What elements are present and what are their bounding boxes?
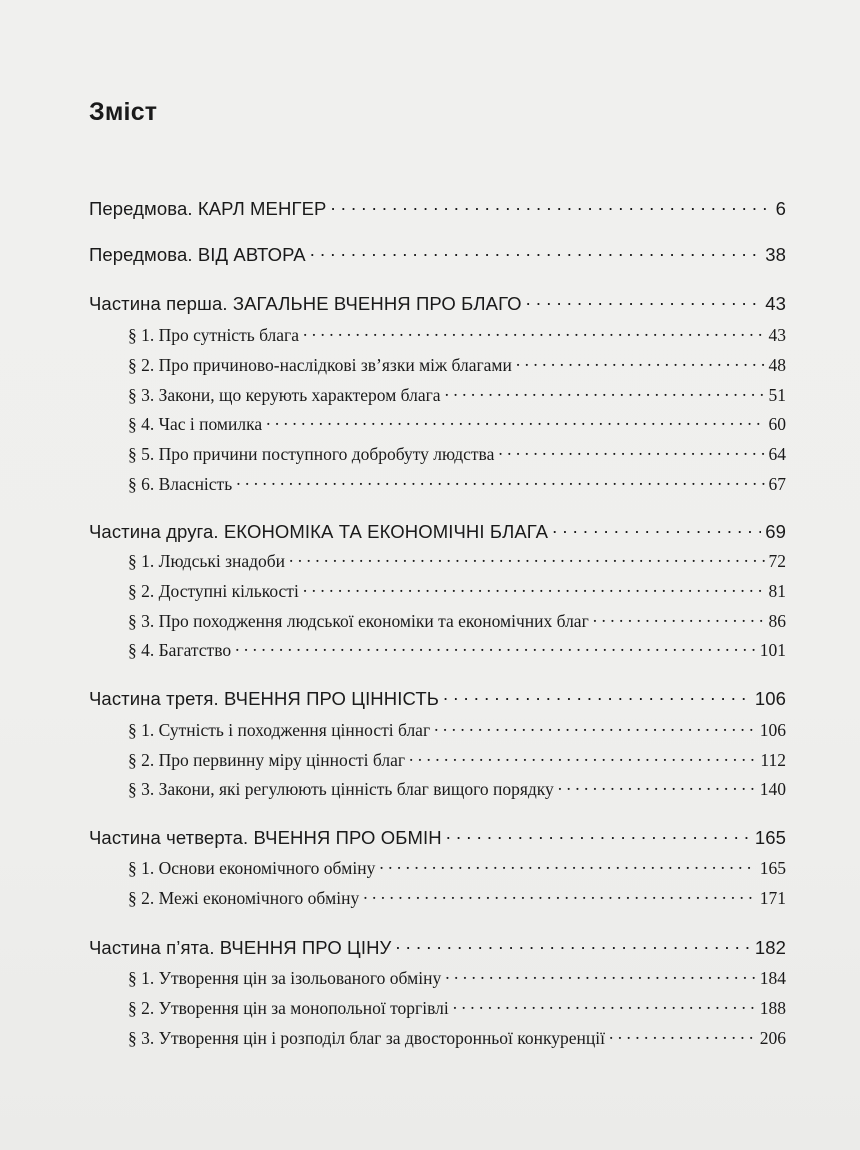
toc-part-entry[interactable]: [89, 291, 786, 315]
toc-section-entry[interactable]: [89, 638, 786, 661]
leader-dots: [609, 1026, 756, 1044]
entry-page-number: 112: [760, 749, 786, 770]
entry-page-number: 51: [768, 384, 786, 405]
entry-page-number: 60: [768, 413, 786, 434]
toc-section-entry[interactable]: [89, 1026, 786, 1049]
leader-dots: [453, 996, 756, 1014]
leader-dots: [443, 686, 751, 705]
entry-page-number: 101: [759, 639, 786, 660]
leader-dots: [445, 966, 756, 984]
entry-label: § 4. Багатство: [128, 639, 232, 660]
toc-section-entry[interactable]: [89, 856, 786, 879]
leader-dots: [266, 412, 764, 430]
entry-label: § 5. Про причини поступного добробуту людства: [128, 443, 495, 464]
leader-dots: [236, 472, 764, 490]
entry-page-number: 43: [768, 324, 786, 345]
entry-page-number: 140: [759, 778, 786, 799]
entry-label: § 3. Утворення цін і розподіл благ за двосторонньої конкуренції: [128, 1027, 605, 1048]
leader-dots: [379, 856, 755, 874]
toc-section-entry[interactable]: [89, 323, 786, 346]
toc-part-entry[interactable]: [89, 935, 786, 959]
toc-section-entry[interactable]: [89, 412, 786, 435]
toc-section-entry[interactable]: [89, 718, 786, 741]
entry-page-number: 171: [759, 887, 786, 908]
entry-label: § 1. Сутність і походження цінності благ: [128, 719, 431, 740]
entry-page-number: 165: [759, 857, 786, 878]
toc-section-entry[interactable]: [89, 472, 786, 495]
entry-label: § 2. Доступні кількості: [128, 580, 299, 601]
leader-dots: [593, 609, 765, 627]
toc-part-entry[interactable]: [89, 825, 786, 849]
entry-label: Частина п’ята. ВЧЕННЯ ПРО ЦІНУ: [89, 936, 392, 958]
toc-section-entry[interactable]: [89, 383, 786, 406]
entry-page-number: 81: [768, 580, 786, 601]
entry-label: Частина четверта. ВЧЕННЯ ПРО ОБМІН: [89, 826, 442, 848]
toc-section-entry[interactable]: [89, 748, 786, 771]
leader-dots: [303, 579, 765, 597]
entry-label: § 6. Власність: [128, 473, 233, 494]
leader-dots: [552, 519, 761, 538]
entry-label: § 2. Про первинну міру цінності благ: [128, 749, 406, 770]
entry-page-number: 64: [768, 443, 786, 464]
entry-page-number: 106: [754, 687, 786, 709]
toc-section-entry[interactable]: [89, 549, 786, 572]
toc-section-entry[interactable]: [89, 353, 786, 376]
toc-part-entry[interactable]: [89, 686, 786, 710]
leader-dots: [445, 383, 765, 401]
entry-label: Частина третя. ВЧЕННЯ ПРО ЦІННІСТЬ: [89, 687, 439, 709]
leader-dots: [303, 323, 765, 341]
leader-dots: [330, 196, 771, 215]
entry-page-number: 6: [775, 197, 786, 219]
leader-dots: [395, 935, 750, 954]
entry-label: § 2. Утворення цін за монопольної торгівлі: [128, 997, 449, 1018]
entry-page-number: 184: [759, 967, 786, 988]
entry-label: Передмова. ВІД АВТОРА: [89, 243, 306, 265]
toc-section-entry[interactable]: [89, 579, 786, 602]
entry-page-number: 182: [754, 936, 786, 958]
leader-dots: [516, 353, 765, 371]
entry-page-number: 69: [765, 520, 786, 542]
leader-dots: [446, 825, 751, 844]
leader-dots: [289, 549, 764, 567]
toc-section-entry[interactable]: [89, 777, 786, 800]
toc-section-entry[interactable]: [89, 442, 786, 465]
leader-dots: [558, 777, 756, 795]
leader-dots: [235, 638, 756, 656]
entry-page-number: 48: [768, 354, 786, 375]
leader-dots: [409, 748, 756, 766]
entry-label: § 3. Про походження людської економіки та економічних благ: [128, 610, 589, 631]
toc-part-entry[interactable]: [89, 242, 786, 266]
entry-label: § 1. Людські знадоби: [128, 550, 286, 571]
toc-section-entry[interactable]: [89, 886, 786, 909]
leader-dots: [363, 886, 756, 904]
entry-label: § 4. Час і помилка: [128, 413, 263, 434]
entry-label: Частина перша. ЗАГАЛЬНЕ ВЧЕННЯ ПРО БЛАГО: [89, 292, 522, 314]
entry-page-number: 72: [768, 550, 786, 571]
entry-page-number: 43: [765, 292, 786, 314]
toc-part-entry[interactable]: [89, 519, 786, 543]
entry-label: § 1. Основи економічного обміну: [128, 857, 376, 878]
toc-section-entry[interactable]: [89, 966, 786, 989]
leader-dots: [526, 291, 762, 310]
entry-page-number: 188: [759, 997, 786, 1018]
entry-page-number: 106: [759, 719, 786, 740]
toc-part-entry[interactable]: [89, 196, 786, 220]
entry-label: § 2. Межі економічного обміну: [128, 887, 360, 908]
entry-label: § 1. Утворення цін за ізольованого обміну: [128, 967, 442, 988]
entry-page-number: 38: [765, 243, 786, 265]
entry-page-number: 206: [759, 1027, 786, 1048]
entry-label: Передмова. КАРЛ МЕНГЕР: [89, 197, 327, 219]
entry-label: Частина друга. ЕКОНОМІКА ТА ЕКОНОМІЧНІ БЛАГА: [89, 520, 549, 542]
toc-section-entry[interactable]: [89, 996, 786, 1019]
toc-title: Зміст: [89, 98, 158, 126]
leader-dots: [498, 442, 764, 460]
toc-section-entry[interactable]: [89, 609, 786, 632]
leader-dots: [310, 242, 761, 261]
entry-label: § 3. Закони, які регулюють цінність благ вищого порядку: [128, 778, 554, 799]
entry-page-number: 67: [768, 473, 786, 494]
entry-label: § 2. Про причиново-наслідкові зв’язки між благами: [128, 354, 512, 375]
entry-page-number: 165: [754, 826, 786, 848]
leader-dots: [434, 718, 756, 736]
entry-page-number: 86: [768, 610, 786, 631]
entry-label: § 1. Про сутність блага: [128, 324, 299, 345]
entry-label: § 3. Закони, що керують характером блага: [128, 384, 441, 405]
